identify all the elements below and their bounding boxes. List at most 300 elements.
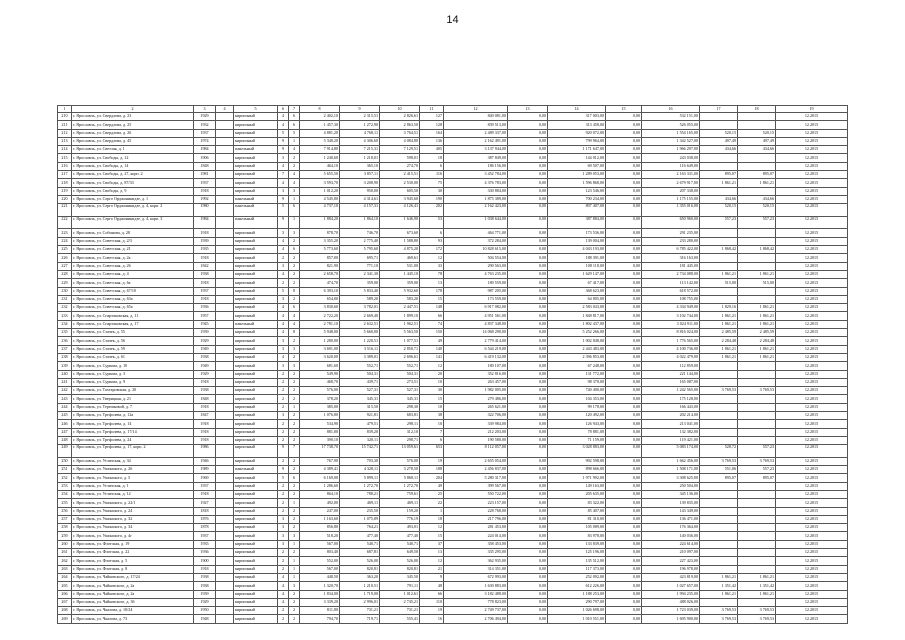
- table-cell: 2 706 494,00: [444, 615, 508, 623]
- table-cell: кирпичный: [234, 428, 278, 436]
- table-cell: [216, 590, 234, 598]
- table-cell: 2 485,59: [738, 329, 776, 337]
- table-cell: 256: [58, 507, 72, 515]
- table-cell: 1 175 155,00: [642, 195, 700, 203]
- table-cell: 1848: [194, 395, 216, 403]
- table-cell: 518,20: [300, 532, 340, 540]
- table-cell: 250: [58, 457, 72, 465]
- table-cell: 390,10: [300, 436, 340, 444]
- table-cell: 0,00: [606, 279, 642, 287]
- table-cell: кирпичный: [234, 113, 278, 121]
- table-cell: 176 364,00: [642, 524, 700, 532]
- table-cell: 4: [278, 590, 289, 598]
- table-cell: 1929: [194, 370, 216, 378]
- table-row: [58, 154, 848, 162]
- table-cell: 0,00: [508, 370, 548, 378]
- table-cell: кирпичный: [234, 362, 278, 370]
- table-cell: 229: [58, 279, 72, 287]
- table-cell: 12.2015: [776, 304, 848, 312]
- table-cell: 820,81: [380, 565, 420, 573]
- table-cell: 0,00: [508, 295, 548, 303]
- table-cell: 212: [58, 129, 72, 137]
- table-row: [58, 113, 848, 121]
- column-header: 18: [738, 106, 776, 113]
- table-cell: 251: [58, 466, 72, 474]
- table-cell: 226: [58, 254, 72, 262]
- table-cell: 1 188 253,00: [548, 590, 606, 598]
- table-row: [58, 549, 848, 557]
- table-cell: 2: [278, 499, 289, 507]
- table-cell: г. Ярославль, ул. Суркова, д. 10: [72, 362, 194, 370]
- table-cell: 0,00: [508, 146, 548, 154]
- column-header: 12: [444, 106, 508, 113]
- table-cell: [738, 420, 776, 428]
- table-cell: 2 485,59: [700, 329, 738, 337]
- table-cell: [216, 411, 234, 419]
- table-cell: 9: [278, 146, 289, 154]
- table-cell: 1: [289, 540, 300, 548]
- table-cell: 252: [58, 474, 72, 482]
- table-cell: 2: [278, 279, 289, 287]
- table-cell: 1 884,20: [300, 216, 340, 229]
- table-cell: [216, 113, 234, 121]
- table-cell: 1 002 848,00: [548, 337, 606, 345]
- table-cell: 0,00: [508, 436, 548, 444]
- table-cell: 12.2015: [776, 582, 848, 590]
- table-cell: 10: [420, 420, 444, 428]
- table-row: [58, 262, 848, 270]
- table-cell: кирпичный: [234, 515, 278, 523]
- table-cell: [700, 499, 738, 507]
- column-header: 4: [216, 106, 234, 113]
- table-cell: 2 779 414,00: [444, 337, 508, 345]
- table-cell: 2: [289, 482, 300, 490]
- table-cell: 1: [289, 195, 300, 203]
- table-cell: г. Ярославль, ул. Стачек, д. 55: [72, 329, 194, 337]
- table-cell: [700, 187, 738, 195]
- table-cell: 298,71: [380, 436, 420, 444]
- table-cell: 0,00: [606, 549, 642, 557]
- table-cell: г. Ярославль, ул. Флотская, д. 8: [72, 565, 194, 573]
- table-cell: 243: [58, 395, 72, 403]
- table-cell: 2: [289, 436, 300, 444]
- table-row: [58, 420, 848, 428]
- table-cell: 857,00: [300, 254, 340, 262]
- table-cell: 140: [420, 345, 444, 353]
- table-cell: 136: [420, 137, 444, 145]
- table-cell: г. Ярославль, ул. Тверицкая, д. 21: [72, 395, 194, 403]
- table-cell: 274,70: [380, 162, 420, 170]
- table-cell: 695,71: [340, 254, 380, 262]
- table-cell: 920 072,00: [548, 129, 606, 137]
- table-cell: 0,00: [508, 345, 548, 353]
- table-cell: кирпичный: [234, 295, 278, 303]
- table-cell: 557,23: [738, 216, 776, 229]
- table-cell: 12.2015: [776, 540, 848, 548]
- table-cell: 1 868,42: [738, 246, 776, 254]
- table-cell: [216, 573, 234, 581]
- table-cell: кирпичный: [234, 171, 278, 179]
- table-cell: 12.2015: [776, 171, 848, 179]
- table-cell: 4: [289, 312, 300, 320]
- column-header: 15: [606, 106, 642, 113]
- table-cell: 238: [58, 353, 72, 361]
- table-cell: 12.2015: [776, 557, 848, 565]
- table-cell: 6 393,10: [300, 287, 340, 295]
- table-cell: 9: [278, 195, 289, 203]
- table-cell: 12.2015: [776, 436, 848, 444]
- table-cell: 654,00: [300, 295, 340, 303]
- table-cell: [216, 507, 234, 515]
- table-cell: 3: [289, 582, 300, 590]
- table-cell: [216, 312, 234, 320]
- table-row: [58, 466, 848, 474]
- table-row: [58, 362, 848, 370]
- table-cell: [738, 411, 776, 419]
- table-cell: 0,00: [606, 378, 642, 386]
- table-cell: 74: [420, 320, 444, 328]
- table-cell: г. Ярославль, ул. Свердлова, д. 25: [72, 121, 194, 129]
- table-cell: 9: [278, 445, 289, 458]
- table-cell: 131 772,00: [548, 370, 606, 378]
- table-row: [58, 403, 848, 411]
- table-cell: 6 544 219,00: [444, 345, 508, 353]
- table-cell: 363,20: [340, 573, 380, 581]
- table-cell: 4: [278, 113, 289, 121]
- table-cell: 557,23: [738, 466, 776, 474]
- table-cell: [216, 287, 234, 295]
- table-cell: 265: [58, 582, 72, 590]
- table-cell: 2 315,51: [340, 113, 380, 121]
- table-cell: 5 280 317,00: [444, 474, 508, 482]
- table-cell: кирпичный: [234, 482, 278, 490]
- table-cell: 0,00: [508, 262, 548, 270]
- table-cell: 504 554,00: [444, 254, 508, 262]
- table-cell: 0,00: [508, 549, 548, 557]
- table-cell: 552,71: [340, 362, 380, 370]
- table-cell: 12.2015: [776, 270, 848, 278]
- table-cell: г. Ярославль, ул. Суркова, д. 9: [72, 378, 194, 386]
- table-cell: 1 272,90: [340, 121, 380, 129]
- table-cell: 259: [58, 532, 72, 540]
- table-cell: 0,00: [508, 499, 548, 507]
- table-cell: 4: [289, 320, 300, 328]
- table-cell: 105 089,00: [548, 524, 606, 532]
- table-cell: 2 658,70: [300, 270, 340, 278]
- table-cell: 237: [58, 345, 72, 353]
- table-cell: 1 861,21: [738, 353, 776, 361]
- table-cell: 223 157,00: [444, 499, 508, 507]
- table-row: [58, 237, 848, 245]
- table-cell: 113 142,00: [642, 279, 700, 287]
- table-cell: 1918: [194, 378, 216, 386]
- table-cell: 4 389,41: [300, 466, 340, 474]
- table-cell: 1980: [194, 204, 216, 217]
- table-cell: 67 248,00: [548, 362, 606, 370]
- table-cell: [738, 598, 776, 606]
- table-cell: 14 068 290,00: [444, 329, 508, 337]
- table-cell: г. Ярославль, ул. Свободы, д. 27, корп. 2: [72, 171, 194, 179]
- table-cell: 12.2015: [776, 403, 848, 411]
- table-cell: 1 861,21: [700, 353, 738, 361]
- table-cell: [700, 378, 738, 386]
- table-cell: 291 235,00: [642, 229, 700, 237]
- table-cell: 0,00: [508, 428, 548, 436]
- table-cell: 820,81: [340, 565, 380, 573]
- table-cell: г. Ярославль, ул. Флотская, д. 22: [72, 549, 194, 557]
- table-cell: 166 443,00: [642, 403, 700, 411]
- table-cell: 0,00: [606, 590, 642, 598]
- table-cell: 3 182 488,00: [444, 590, 508, 598]
- table-cell: 1 445,10: [380, 270, 420, 278]
- table-header: [58, 106, 848, 113]
- table-row: [58, 312, 848, 320]
- table-cell: г. Ярославль, ул. Трефолева, д. 24: [72, 436, 194, 444]
- table-cell: 464,10: [300, 162, 340, 170]
- table-cell: 2: [289, 270, 300, 278]
- table-cell: кирпичный: [234, 403, 278, 411]
- table-cell: 3: [278, 515, 289, 523]
- table-cell: 1 163,60: [300, 515, 340, 523]
- table-cell: 12: [420, 524, 444, 532]
- table-cell: 0,00: [508, 598, 548, 606]
- table-cell: [216, 229, 234, 237]
- table-cell: [738, 499, 776, 507]
- table-cell: 1: [289, 499, 300, 507]
- table-cell: 2: [278, 395, 289, 403]
- column-header: 16: [642, 106, 700, 113]
- table-cell: 811,80: [300, 607, 340, 615]
- table-row: [58, 187, 848, 195]
- table-cell: 1 075,89: [340, 515, 380, 523]
- table-cell: 5 795,60: [340, 246, 380, 254]
- table-cell: 504,31: [340, 370, 380, 378]
- table-cell: 731,21: [380, 607, 420, 615]
- table-cell: 1 646,90: [380, 216, 420, 229]
- column-header: 7: [289, 106, 300, 113]
- table-cell: 0,00: [606, 445, 642, 458]
- table-cell: 448,50: [300, 573, 340, 581]
- table-cell: кирпичный: [234, 420, 278, 428]
- table-cell: 85 407,00: [548, 507, 606, 515]
- table-cell: 1 861,21: [738, 270, 776, 278]
- table-cell: г. Ярославль, ул. Суркова, д. 3: [72, 370, 194, 378]
- table-cell: 4: [278, 329, 289, 337]
- table-cell: 12.2015: [776, 457, 848, 465]
- table-cell: 12.2015: [776, 129, 848, 137]
- table-cell: 15: [420, 395, 444, 403]
- table-row: [58, 395, 848, 403]
- table-cell: г. Ярославль, ул. Свободы, д. 9: [72, 187, 194, 195]
- table-cell: 0,00: [606, 287, 642, 295]
- table-cell: [216, 387, 234, 395]
- table-cell: [738, 549, 776, 557]
- table-cell: 0,00: [508, 179, 548, 187]
- table-cell: 1937: [194, 532, 216, 540]
- table-cell: 3: [278, 262, 289, 270]
- table-cell: 99 178,00: [548, 403, 606, 411]
- table-cell: [700, 540, 738, 548]
- table-cell: 1 342 527,00: [642, 137, 700, 145]
- table-cell: 1 280,00: [300, 337, 340, 345]
- table-cell: 368 623,00: [548, 287, 606, 295]
- table-cell: 1 076,80: [300, 411, 340, 419]
- table-cell: [216, 320, 234, 328]
- table-cell: 365,10: [340, 162, 380, 170]
- table-cell: 244: [58, 403, 72, 411]
- table-cell: 1 351,42: [738, 582, 776, 590]
- table-cell: 1 242 565,00: [642, 387, 700, 395]
- table-cell: панельный: [234, 466, 278, 474]
- table-cell: 2: [289, 337, 300, 345]
- table-cell: 2: [289, 254, 300, 262]
- table-cell: 776,19: [380, 515, 420, 523]
- table-cell: 788,21: [340, 490, 380, 498]
- table-cell: 4 881,20: [300, 129, 340, 137]
- table-cell: 2: [278, 457, 289, 465]
- table-cell: 175 128,00: [642, 395, 700, 403]
- table-cell: 4 306,60: [340, 137, 380, 145]
- table-cell: 0,00: [606, 329, 642, 337]
- table-cell: 992 598,00: [548, 457, 606, 465]
- table-cell: 0,00: [508, 590, 548, 598]
- table-cell: 5 948,00: [300, 329, 340, 337]
- table-cell: [700, 113, 738, 121]
- table-cell: 359,00: [380, 279, 420, 287]
- table-cell: кирпичный: [234, 229, 278, 237]
- table-cell: 0,00: [606, 137, 642, 145]
- table-cell: 0,00: [606, 482, 642, 490]
- table-cell: 196 978,00: [642, 565, 700, 573]
- table-cell: кирпичный: [234, 436, 278, 444]
- table-cell: кирпичный: [234, 507, 278, 515]
- table-cell: 2 745,21: [380, 598, 420, 606]
- table-cell: 345,31: [380, 395, 420, 403]
- table-cell: 281 453,00: [444, 524, 508, 532]
- table-cell: 6: [420, 436, 444, 444]
- table-row: [58, 474, 848, 482]
- table-cell: 18: [420, 515, 444, 523]
- table-cell: [216, 549, 234, 557]
- table-cell: кирпичный: [234, 387, 278, 395]
- table-cell: 6 785 422,00: [642, 246, 700, 254]
- table-cell: 0,00: [508, 312, 548, 320]
- table-cell: г. Ярославль, ул. Ушинского, д. 22/1: [72, 499, 194, 507]
- table-cell: 339 984,00: [444, 420, 508, 428]
- table-cell: 549,90: [300, 370, 340, 378]
- table-cell: 1918: [194, 254, 216, 262]
- table-cell: 12.2015: [776, 216, 848, 229]
- table-cell: 12.2015: [776, 445, 848, 458]
- table-cell: 2 734 088,00: [642, 270, 700, 278]
- table-cell: 0,00: [508, 129, 548, 137]
- table-cell: 1946: [194, 457, 216, 465]
- table-cell: 6 419 132,00: [444, 353, 508, 361]
- table-cell: 5 932,60: [380, 287, 420, 295]
- table-cell: [216, 137, 234, 145]
- table-cell: 0,00: [606, 607, 642, 615]
- table-cell: 135 512,00: [548, 557, 606, 565]
- table-cell: 1938: [194, 387, 216, 395]
- table-cell: 3 691,00: [300, 345, 340, 353]
- table-row: [58, 329, 848, 337]
- table-cell: кирпичный: [234, 187, 278, 195]
- table-cell: 1918: [194, 403, 216, 411]
- table-cell: 148: [420, 304, 444, 312]
- table-cell: 703,30: [340, 457, 380, 465]
- table-cell: [700, 515, 738, 523]
- table-cell: 231: [58, 295, 72, 303]
- table-cell: г. Ярославль, ул. Стачек, д. 56: [72, 337, 194, 345]
- table-cell: 83 978,00: [548, 532, 606, 540]
- table-cell: 551,06: [700, 466, 738, 474]
- table-cell: 3: [289, 362, 300, 370]
- table-cell: кирпичный: [234, 565, 278, 573]
- table-cell: 878,70: [300, 229, 340, 237]
- table-cell: 0,00: [508, 490, 548, 498]
- table-cell: 1: [289, 403, 300, 411]
- table-cell: 298,11: [380, 420, 420, 428]
- table-cell: 2: [289, 411, 300, 419]
- table-cell: 21: [420, 565, 444, 573]
- table-cell: 217: [58, 171, 72, 179]
- table-cell: 224: [58, 237, 72, 245]
- table-cell: 20: [420, 370, 444, 378]
- table-cell: 223: [58, 229, 72, 237]
- table-cell: 228: [58, 270, 72, 278]
- table-cell: 0,00: [508, 162, 548, 170]
- table-cell: г. Ярославль, ул. Стачек, д. 59: [72, 345, 194, 353]
- table-cell: кирпичный: [234, 582, 278, 590]
- table-cell: 439,71: [340, 378, 380, 386]
- table-cell: 3: [278, 540, 289, 548]
- table-cell: 12.2015: [776, 204, 848, 217]
- table-cell: 12.2015: [776, 137, 848, 145]
- table-cell: 2: [289, 387, 300, 395]
- table-cell: 133 839,00: [548, 540, 606, 548]
- table-cell: [216, 428, 234, 436]
- table-cell: 531,00: [380, 262, 420, 270]
- table-cell: 469,11: [340, 499, 380, 507]
- table-cell: 263: [58, 565, 72, 573]
- column-header: 8: [300, 106, 340, 113]
- table-cell: 16: [420, 615, 444, 623]
- table-cell: 2: [278, 607, 289, 615]
- table-cell: 362 935,00: [444, 557, 508, 565]
- table-cell: 30: [420, 187, 444, 195]
- table-cell: 3: [278, 154, 289, 162]
- table-cell: 434,66: [738, 146, 776, 154]
- table-cell: 2 722,20: [300, 312, 340, 320]
- table-cell: кирпичный: [234, 598, 278, 606]
- table-cell: 1974: [194, 137, 216, 145]
- table-cell: 477,40: [340, 532, 380, 540]
- table-cell: г. Ярославль, ул. Свердлова, д. 26: [72, 129, 194, 137]
- table-row: [58, 287, 848, 295]
- table-cell: 260: [58, 540, 72, 548]
- table-row: [58, 216, 848, 229]
- page-number: 14: [446, 14, 459, 26]
- table-cell: [216, 378, 234, 386]
- table-cell: кирпичный: [234, 607, 278, 615]
- table-cell: 479,51: [340, 420, 380, 428]
- table-cell: 557,23: [738, 445, 776, 458]
- table-cell: [216, 474, 234, 482]
- table-row: [58, 565, 848, 573]
- table-cell: 125 196,00: [548, 549, 606, 557]
- table-cell: 5 083 174,00: [642, 445, 700, 458]
- table-cell: 249: [58, 445, 72, 458]
